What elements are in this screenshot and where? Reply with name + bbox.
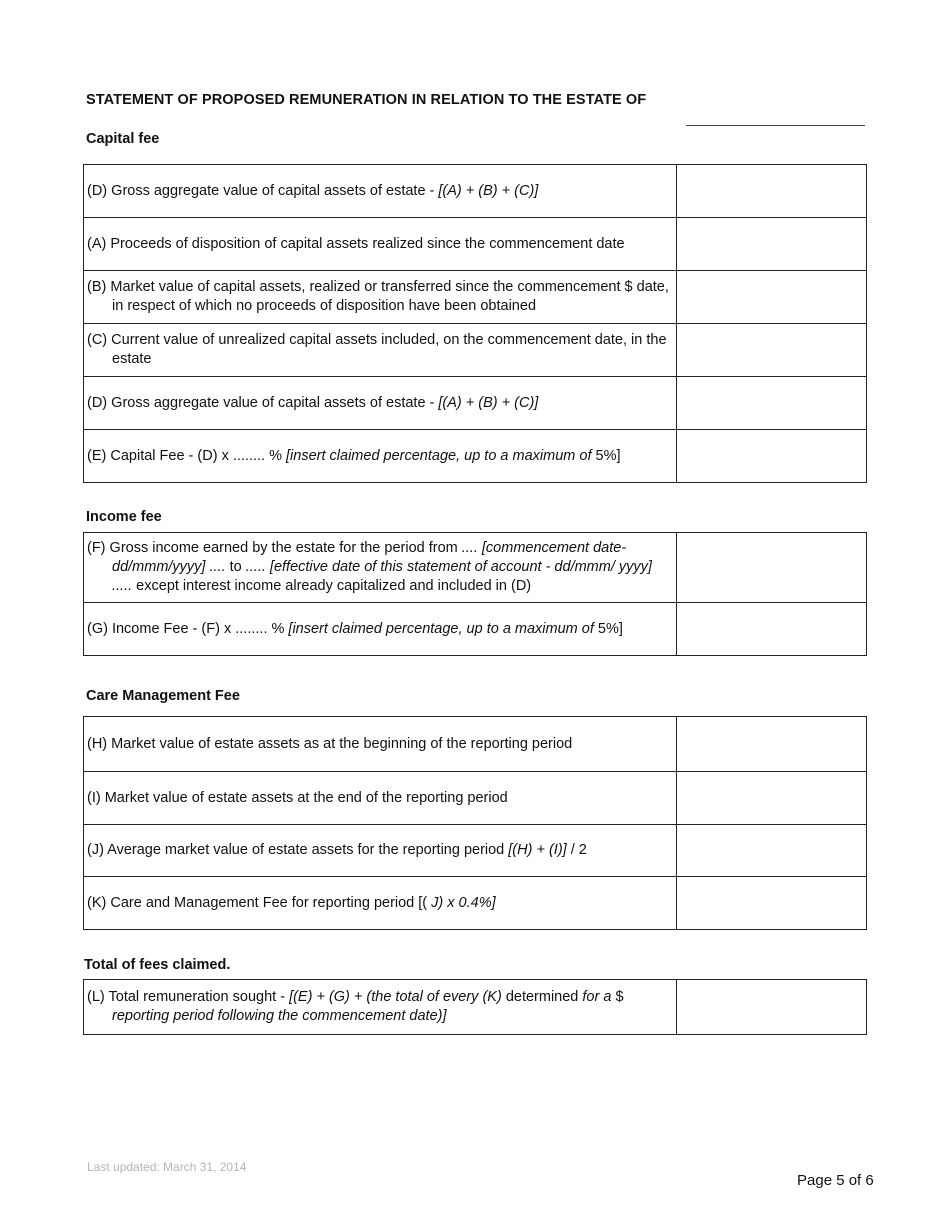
row-d2-description: (D) Gross aggregate value of capital assets of estate - [(A) + (B) + (C)]: [84, 377, 677, 430]
table-row: [84, 772, 867, 825]
total-fees-heading: Total of fees claimed.: [84, 957, 231, 973]
row-a-value-field[interactable]: [677, 218, 867, 271]
table-row: [84, 165, 867, 218]
row-h-value-field[interactable]: [677, 717, 867, 772]
row-i-value-field[interactable]: [677, 772, 867, 825]
table-row: [84, 271, 867, 324]
table-row: [84, 218, 867, 271]
total-fees-table: [83, 979, 867, 1035]
row-d-value-field[interactable]: [677, 165, 867, 218]
row-h-description: (H) Market value of estate assets as at the beginning of the reporting period: [84, 717, 677, 772]
capital-fee-table: [83, 164, 867, 483]
capital-fee-heading: Capital fee: [86, 131, 160, 147]
table-row: [84, 377, 867, 430]
row-k-description: (K) Care and Management Fee for reporting period [( J) x 0.4%]: [84, 877, 677, 930]
row-f-description: (F) Gross income earned by the estate for the period from .... [commencement date-dd/mmm/yyyy] .... to ..... [effective date of this statement of account - dd/mmm/ yyyy] ..... except interest income already capitalized and included in (D): [84, 533, 677, 603]
care-management-fee-table: [83, 716, 867, 930]
row-d2-value-field[interactable]: [677, 377, 867, 430]
row-i-description: (I) Market value of estate assets at the end of the reporting period: [84, 772, 677, 825]
table-row: [84, 430, 867, 483]
page-number: Page 5 of 6: [797, 1172, 874, 1189]
estate-name-line: [686, 125, 865, 126]
row-b-value-field[interactable]: [677, 271, 867, 324]
row-e-description: (E) Capital Fee - (D) x ........ % [insert claimed percentage, up to a maximum of 5%]: [84, 430, 677, 483]
table-row: [84, 825, 867, 877]
income-fee-heading: Income fee: [86, 509, 162, 525]
table-row: [84, 324, 867, 377]
last-updated-note: Last updated: March 31, 2014: [87, 1160, 247, 1174]
row-g-value-field[interactable]: [677, 603, 867, 656]
row-c-description: (C) Current value of unrealized capital assets included, on the commencement date, in the estate: [84, 324, 677, 377]
table-row: [84, 980, 867, 1035]
table-row: [84, 603, 867, 656]
row-e-value-field[interactable]: [677, 430, 867, 483]
income-fee-table: [83, 532, 867, 656]
row-f-value-field[interactable]: [677, 533, 867, 603]
table-row: [84, 717, 867, 772]
row-j-value-field[interactable]: [677, 825, 867, 877]
table-row: [84, 533, 867, 603]
row-c-value-field[interactable]: [677, 324, 867, 377]
row-g-description: (G) Income Fee - (F) x ........ % [insert claimed percentage, up to a maximum of 5%]: [84, 603, 677, 656]
table-row: [84, 877, 867, 930]
page-title: STATEMENT OF PROPOSED REMUNERATION IN RELATION TO THE ESTATE OF: [86, 92, 647, 108]
row-j-description: (J) Average market value of estate assets for the reporting period [(H) + (I)] / 2: [84, 825, 677, 877]
row-a-description: (A) Proceeds of disposition of capital assets realized since the commencement date: [84, 218, 677, 271]
row-d-description: (D) Gross aggregate value of capital assets of estate - [(A) + (B) + (C)]: [84, 165, 677, 218]
row-b-description: (B) Market value of capital assets, realized or transferred since the commencement $ date, in respect of which no proceeds of disposition have been obtained: [84, 271, 677, 324]
row-k-value-field[interactable]: [677, 877, 867, 930]
row-l-value-field[interactable]: [677, 980, 867, 1035]
row-l-description: (L) Total remuneration sought - [(E) + (G) + (the total of every (K) determined for a $ reporting period following the commencement date)]: [84, 980, 677, 1035]
care-management-fee-heading: Care Management Fee: [86, 688, 240, 704]
